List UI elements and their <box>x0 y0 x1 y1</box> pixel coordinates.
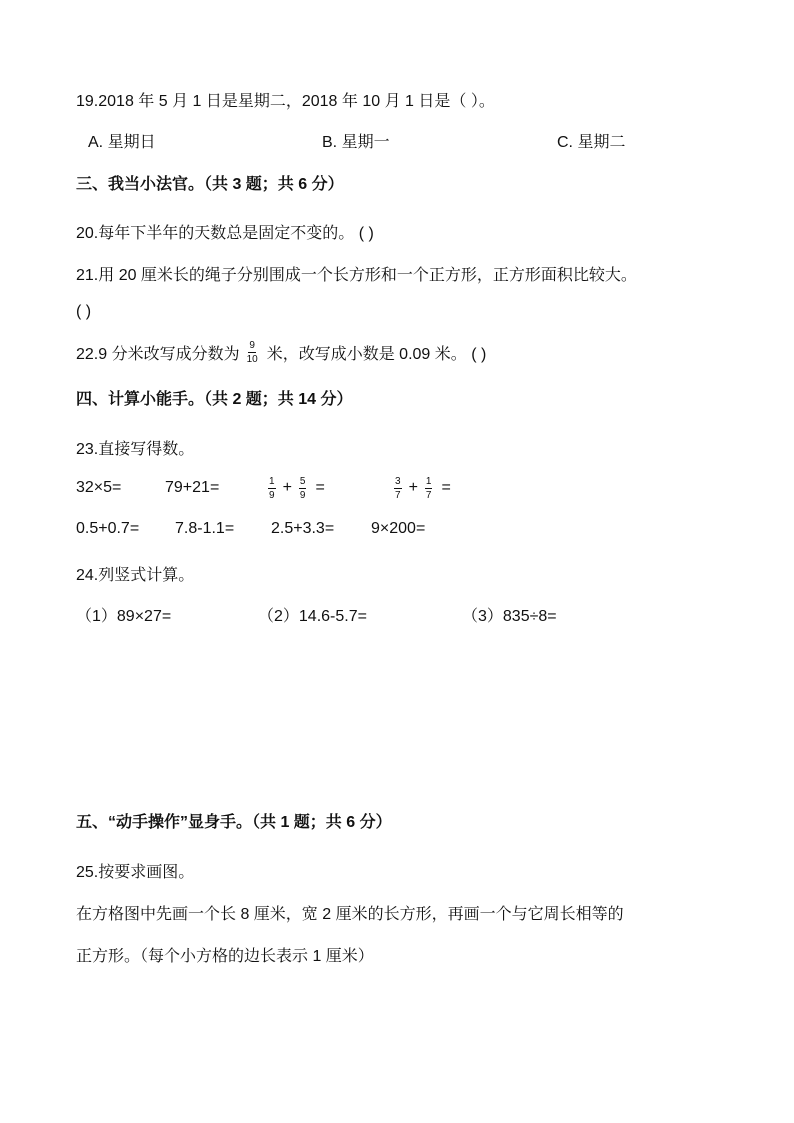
q23-e4-frac-2 <box>425 476 433 501</box>
q22-part1: 22.9 分米改写成分数为 <box>76 346 240 363</box>
q23-expr-2: 79+21= <box>165 479 220 496</box>
q19-option-a: A. 星期日 <box>88 134 156 151</box>
q23-e3-op: + <box>282 479 292 496</box>
q20-text: 20.每年下半年的天数总是固定不变的。 ( ) <box>76 225 374 242</box>
q25-line-2: 正方形。（每个小方格的边长表示 1 厘米） <box>76 948 374 965</box>
q22-frac-numerator: 9 <box>249 340 255 351</box>
q21-text: 21.用 20 厘米长的绳子分别围成一个长方形和一个正方形，正方形面积比较大。 <box>76 267 637 284</box>
q24-item-1: （1）89×27= <box>76 608 172 625</box>
q23-e3-d1: 9 <box>269 489 275 501</box>
q23-e4-d2: 7 <box>425 489 432 501</box>
q23-e3-n1: 1 <box>269 475 275 487</box>
q23-e3-n2: 5 <box>299 475 306 487</box>
q23-e3-frac-1 <box>268 476 276 501</box>
q22-part2: 米，改写成小数是 0.09 米。 ( ) <box>266 346 487 363</box>
question-22 <box>76 340 486 365</box>
q23-e4-d1: 7 <box>395 489 401 501</box>
q23-expr-8: 9×200= <box>371 520 426 537</box>
q23-expr-6: 7.8-1.1= <box>175 520 235 537</box>
q19-option-b: B. 星期一 <box>322 134 390 151</box>
q23-expr-1: 32×5= <box>76 479 122 496</box>
q21-bracket: ( ) <box>76 303 92 320</box>
q24-item-2: （2）14.6-5.7= <box>258 608 367 625</box>
q23-e4-eq: = <box>441 479 451 496</box>
q19-option-c: C. 星期二 <box>557 134 626 151</box>
q23-e3-d2: 9 <box>299 489 306 501</box>
q23-expr-3 <box>265 470 325 506</box>
q23-e4-frac-1 <box>394 476 402 501</box>
q23-expr-4 <box>391 470 451 506</box>
q19-stem: 19.2018 年 5 月 1 日是星期二，2018 年 10 月 1 日是（ ）。 <box>76 93 495 110</box>
q23-e3-eq: = <box>315 479 325 496</box>
q22-frac-denominator: 10 <box>246 354 258 365</box>
section-3-title: 三、我当小法官。（共 3 题；共 6 分） <box>76 176 344 193</box>
q23-title: 23.直接写得数。 <box>76 441 195 458</box>
q23-e3-frac-2 <box>299 476 307 501</box>
q23-expr-7: 2.5+3.3= <box>271 520 335 537</box>
q24-item-3: （3）835÷8= <box>462 608 557 625</box>
section-5-title: 五、“动手操作”显身手。（共 1 题；共 6 分） <box>76 814 392 831</box>
q23-e4-n2: 1 <box>425 475 432 487</box>
q24-title: 24.列竖式计算。 <box>76 567 195 584</box>
q25-line-1: 在方格图中先画一个长 8 厘米，宽 2 厘米的长方形，再画一个与它周长相等的 <box>76 906 624 923</box>
q23-e4-op: + <box>408 479 418 496</box>
section-4-title: 四、计算小能手。（共 2 题；共 14 分） <box>76 391 353 408</box>
q25-title: 25.按要求画图。 <box>76 864 195 881</box>
q23-expr-5: 0.5+0.7= <box>76 520 140 537</box>
q23-e4-n1: 3 <box>395 475 401 487</box>
q22-fraction <box>246 340 259 365</box>
